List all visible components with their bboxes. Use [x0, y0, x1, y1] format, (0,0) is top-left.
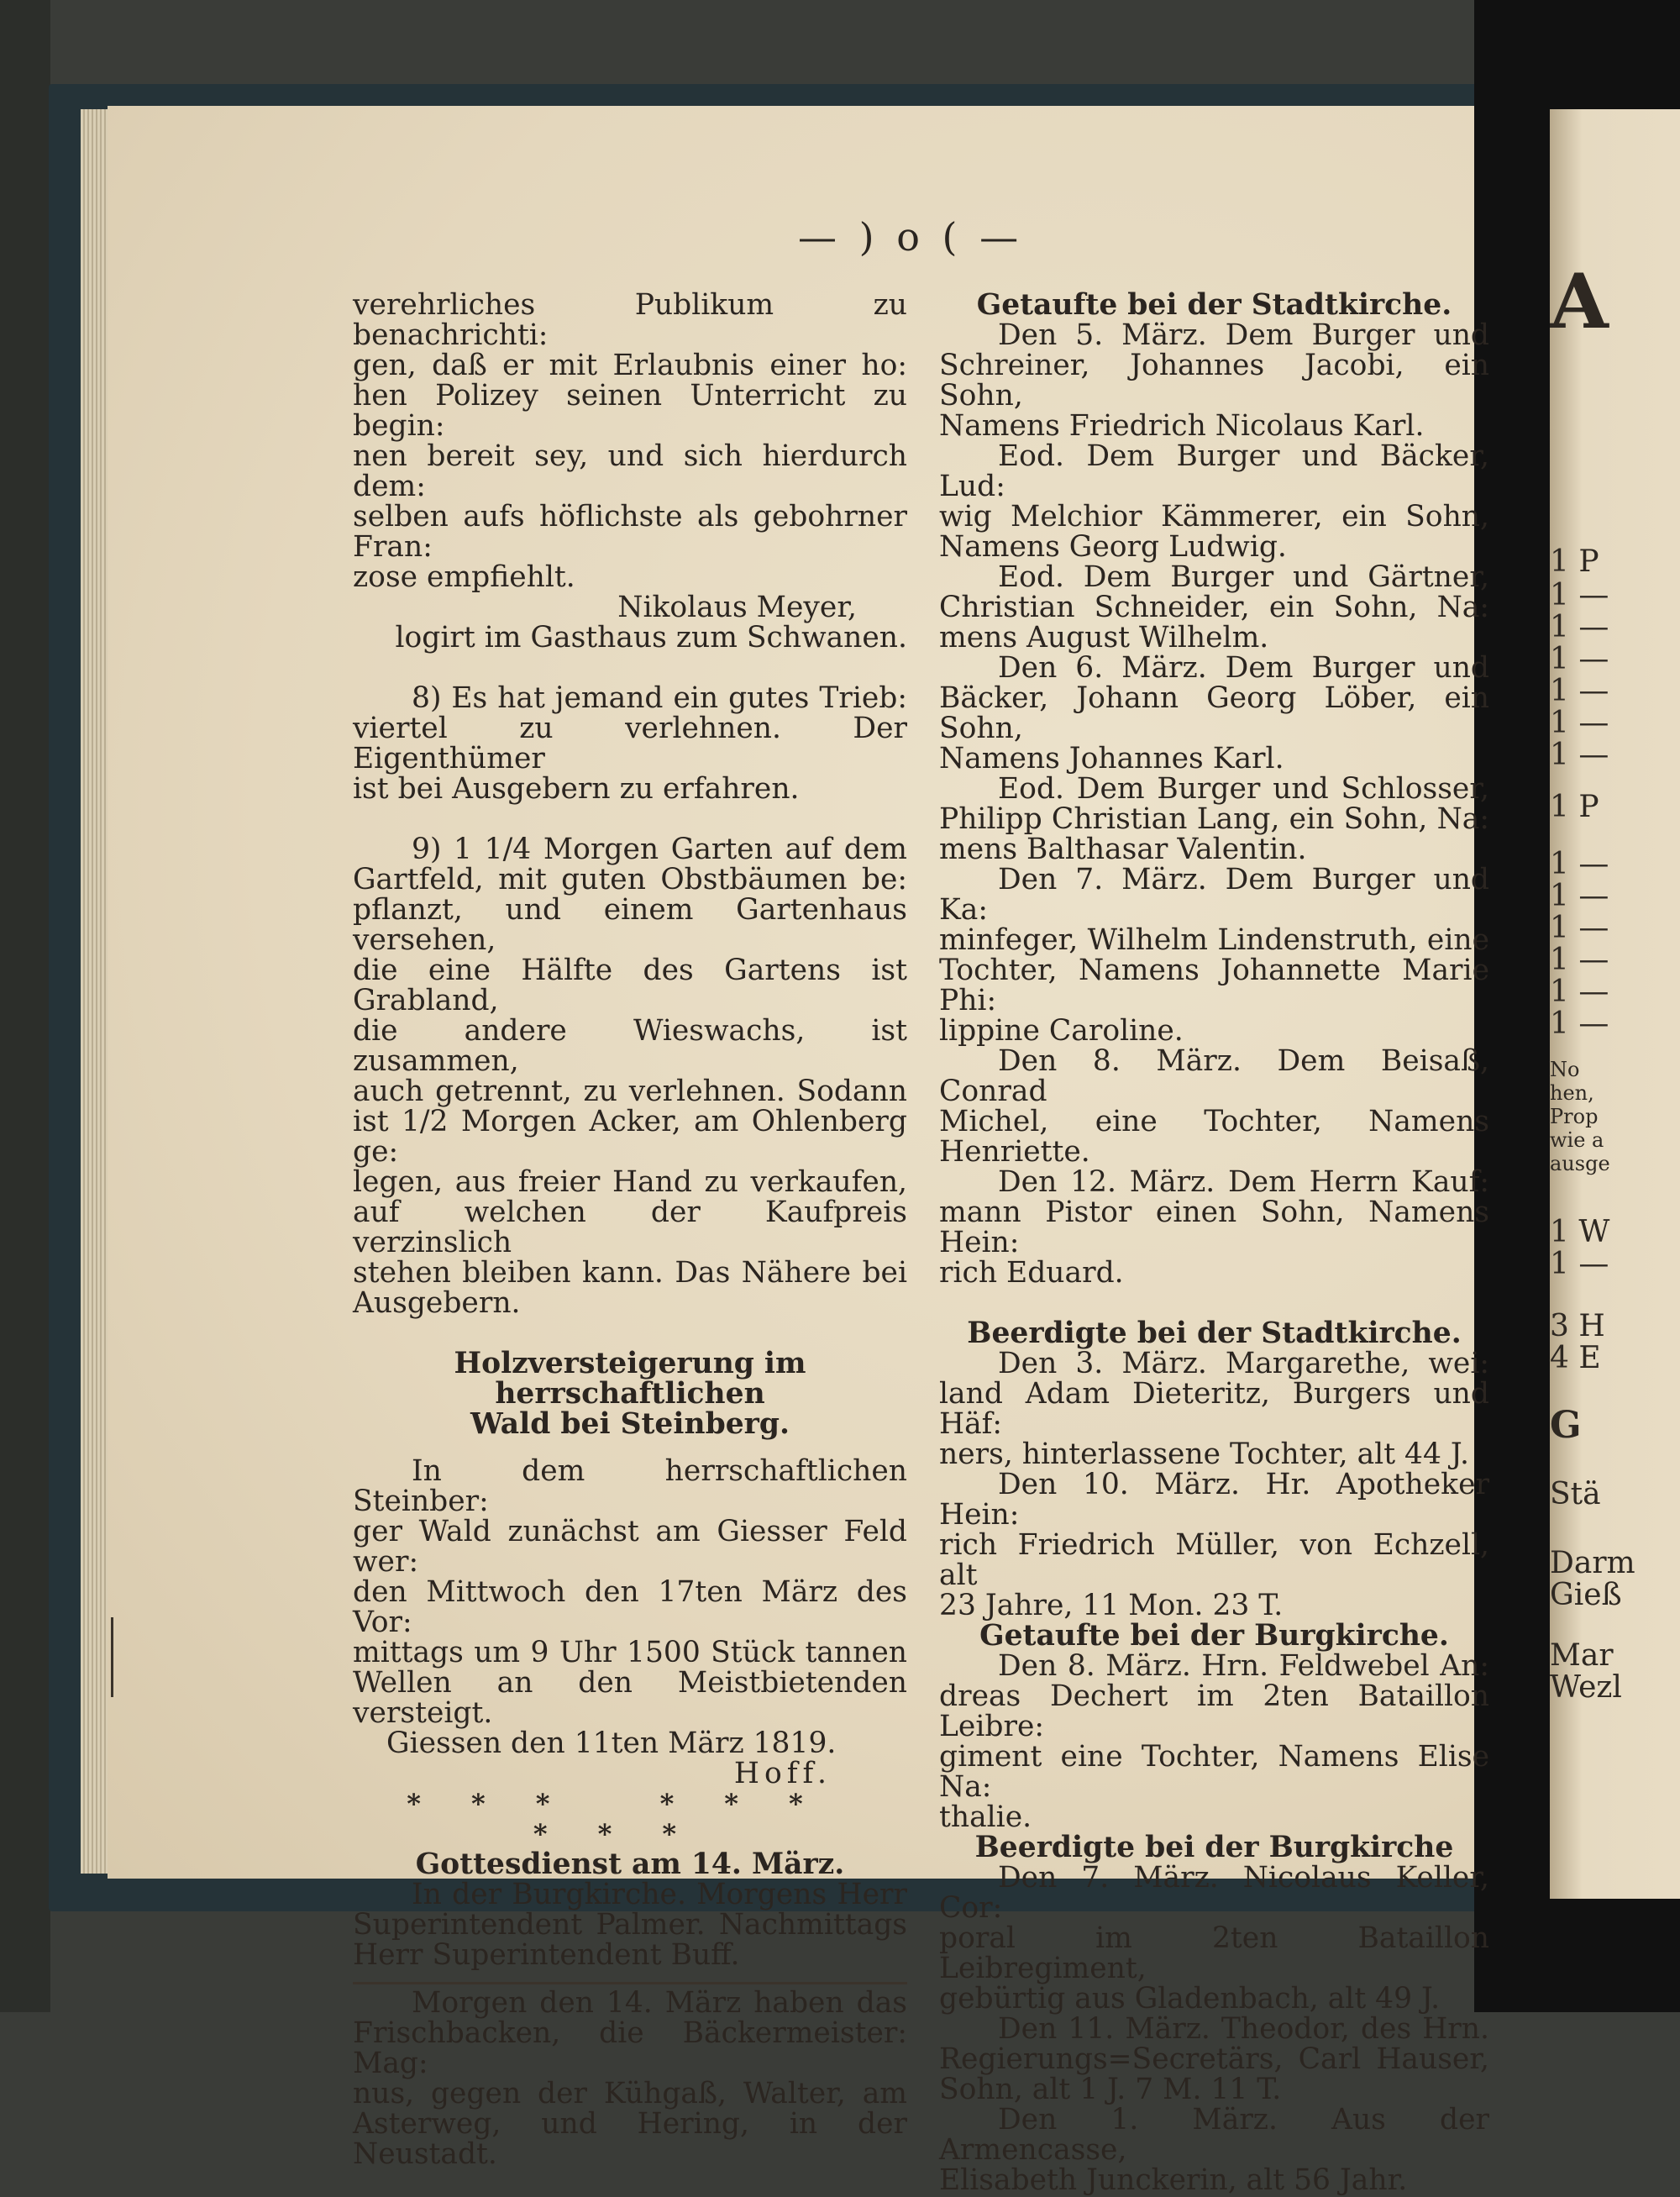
text-line: mens Balthasar Valentin.: [939, 833, 1307, 866]
text-line: auf welchen der Kaufpreis verzinslich: [353, 1196, 907, 1259]
section-heading: Holzversteigerung im herrschaftlichen: [454, 1347, 806, 1411]
facing-page-text: 1 —: [1550, 706, 1609, 740]
facing-page-text: No: [1550, 1058, 1580, 1081]
section-heading: Gottesdienst am 14. März.: [415, 1847, 845, 1881]
facing-page-text: 1 —: [1550, 610, 1609, 644]
text-line: Den 8. März. Hrn. Feldwebel An:: [998, 1649, 1489, 1683]
text-line: Den 7. März. Nicolaus Keller, Cor:: [939, 1861, 1489, 1925]
text-line: Ausgebern.: [353, 1286, 521, 1320]
text-line: land Adam Dieteritz, Burgers und Häf:: [939, 1377, 1489, 1441]
text-line: poral im 2ten Bataillon Leibregiment,: [939, 1921, 1489, 1985]
facing-page-initial: A: [1550, 257, 1609, 346]
facing-page-text: Mar: [1550, 1638, 1614, 1673]
facing-page-text: hen,: [1550, 1081, 1594, 1105]
text-line: Den 12. März. Dem Herrn Kauf:: [998, 1165, 1489, 1199]
text-line: Den 1. März. Aus der Armencasse,: [939, 2103, 1489, 2167]
text-line: Regierungs=Secretärs, Carl Hauser,: [939, 2042, 1489, 2076]
text-line: selben aufs höflichste als gebohrner Fran:: [353, 500, 907, 564]
text-line: ist bei Ausgebern zu erfahren.: [353, 772, 800, 806]
text-line: die eine Hälfte des Gartens ist Grabland,: [353, 954, 907, 1017]
text-line: ners, hinterlassene Tochter, alt 44 J.: [939, 1438, 1470, 1471]
signature-name: Nikolaus Meyer,: [617, 591, 857, 624]
page-number: — ) o ( —: [798, 214, 1024, 260]
text-line: Eod. Dem Burger und Bäcker, Lud:: [939, 439, 1489, 503]
facing-page-text: 1 P: [1550, 790, 1599, 824]
spacer: [353, 653, 907, 683]
text-line: zose empfiehlt.: [353, 560, 575, 594]
facing-page-text: ausge: [1550, 1152, 1610, 1175]
text-line: lippine Caroline.: [939, 1014, 1184, 1048]
text-line: Herr Superintendent Buff.: [353, 1938, 740, 1972]
text-line: Sohn, alt 1 J. 7 M. 11 T.: [939, 2073, 1282, 2106]
text-line: nen bereit sey, und sich hierdurch dem:: [353, 439, 907, 503]
facing-page-text: 1 —: [1550, 1007, 1609, 1041]
text-line: Namens Johannes Karl.: [939, 742, 1284, 775]
text-line: In dem herrschaftlichen Steinber:: [353, 1454, 907, 1518]
text-line: ger Wald zunächst am Giesser Feld wer:: [353, 1515, 907, 1579]
facing-page-text: 1 —: [1550, 975, 1609, 1009]
left-column: [353, 290, 907, 2169]
text-line: viertel zu verlehnen. Der Eigenthümer: [353, 712, 907, 775]
text-line: auch getrennt, zu verlehnen. Sodann: [353, 1075, 907, 1108]
spacer: [939, 1288, 1489, 1318]
section-heading: Beerdigte bei der Burgkirche: [974, 1831, 1454, 1864]
text-line: gebürtig aus Gladenbach, alt 49 J.: [939, 1982, 1441, 2016]
text-line: Michel, eine Tochter, Namens Henriette.: [939, 1105, 1489, 1169]
facing-page-text: 1 —: [1550, 738, 1609, 772]
text-line: Den 8. März. Dem Beisaß, Conrad: [939, 1044, 1489, 1108]
facing-page-text: 1 —: [1550, 578, 1609, 612]
text-line: dreas Dechert im 2ten Bataillon Leibre:: [939, 1679, 1489, 1743]
text-line: Eod. Dem Burger und Gärtner,: [998, 560, 1489, 594]
facing-page-text: wie a: [1550, 1128, 1604, 1152]
facing-page-text: Prop: [1550, 1105, 1599, 1128]
facing-page-text: 1 —: [1550, 1247, 1609, 1281]
text-line: die andere Wieswachs, ist zusammen,: [353, 1014, 907, 1078]
text-line: Philipp Christian Lang, ein Sohn, Na:: [939, 802, 1489, 836]
text-line: Bäcker, Johann Georg Löber, ein Sohn,: [939, 681, 1489, 745]
text-line: gen, daß er mit Erlaubnis einer ho:: [353, 349, 907, 382]
text-line: Den 11. März. Theodor, des Hrn.: [998, 2012, 1489, 2046]
text-line: mens August Wilhelm.: [939, 621, 1269, 654]
facing-page-text: 1 —: [1550, 879, 1609, 913]
text-line: ist 1/2 Morgen Acker, am Ohlenberg ge:: [353, 1105, 907, 1169]
facing-page-text: 1 —: [1550, 943, 1609, 977]
text-line: minfeger, Wilhelm Lindenstruth, eine: [939, 923, 1489, 957]
section-heading: Wald bei Steinberg.: [470, 1407, 790, 1441]
auction-signature: Hoff.: [733, 1757, 832, 1790]
text-line: Frischbacken, die Bäckermeister: Mag:: [353, 2016, 907, 2080]
text-line: legen, aus freier Hand zu verkaufen,: [353, 1165, 907, 1199]
spacer: [353, 1318, 907, 1348]
facing-page-text: 1 W: [1550, 1215, 1610, 1249]
text-line: Superintendent Palmer. Nachmittags: [353, 1908, 907, 1942]
text-line: Tochter, Namens Johannette Marie Phi:: [939, 954, 1489, 1017]
facing-page-text: 1 —: [1550, 847, 1609, 881]
text-line: thalie.: [939, 1800, 1032, 1834]
text-line: verehrliches Publikum zu benachrichti:: [353, 288, 907, 352]
facing-page-text: Wezl: [1550, 1670, 1622, 1705]
text-line: nus, gegen der Kühgaß, Walter, am: [353, 2077, 907, 2110]
scan-background-left: [0, 0, 50, 2012]
text-line: Wellen an den Meistbietenden versteigt.: [353, 1666, 907, 1730]
text-line: Giessen den 11ten März 1819.: [386, 1727, 837, 1760]
facing-page-text: Darm: [1550, 1546, 1635, 1580]
ornament-stars: *** *** ***: [407, 1788, 853, 1850]
text-line: Eod. Dem Burger und Schlosser,: [998, 772, 1489, 806]
text-line: Elisabeth Junckerin, alt 56 Jahr.: [939, 2163, 1408, 2197]
facing-page-text: G: [1550, 1404, 1582, 1447]
section-heading: Getaufte bei der Burgkirche.: [979, 1619, 1449, 1653]
facing-page-fragment: [1550, 109, 1680, 1899]
text-line: stehen bleiben kann. Das Nähere bei: [353, 1256, 907, 1290]
text-line: pflanzt, und einem Gartenhaus versehen,: [353, 893, 907, 957]
text-line: mittags um 9 Uhr 1500 Stück tannen: [353, 1636, 907, 1669]
section-heading: Beerdigte bei der Stadtkirche.: [967, 1317, 1462, 1350]
text-line: rich Eduard.: [939, 1256, 1124, 1290]
text-line: 9) 1 1/4 Morgen Garten auf dem: [412, 833, 907, 866]
text-line: den Mittwoch den 17ten März des Vor:: [353, 1575, 907, 1639]
signature-place: logirt im Gasthaus zum Schwanen.: [395, 621, 907, 654]
text-line: Den 3. März. Margarethe, wei:: [998, 1347, 1489, 1380]
text-line: Asterweg, und Hering, in der Neustadt.: [353, 2107, 907, 2171]
text-line: wig Melchior Kämmerer, ein Sohn,: [939, 500, 1489, 533]
margin-mark: [111, 1617, 113, 1697]
text-line: Den 5. März. Dem Burger und: [998, 318, 1489, 352]
text-line: 8) Es hat jemand ein gutes Trieb:: [412, 681, 907, 715]
facing-page-text: Stä: [1550, 1477, 1601, 1511]
text-line: Den 7. März. Dem Burger und Ka:: [939, 863, 1489, 927]
text-line: Morgen den 14. März haben das: [412, 1986, 907, 2020]
facing-page-text: 1 —: [1550, 911, 1609, 945]
section-heading: Getaufte bei der Stadtkirche.: [976, 288, 1452, 322]
facing-page-text: 3 H: [1550, 1309, 1605, 1343]
spacer: [353, 1439, 907, 1456]
facing-page-text: 1 P: [1550, 544, 1599, 579]
text-line: In der Burgkirche. Morgens Herr: [412, 1878, 907, 1911]
section-rule: [353, 1982, 907, 1984]
text-line: Schreiner, Johannes Jacobi, ein Sohn,: [939, 349, 1489, 413]
right-column: [939, 290, 1489, 2195]
text-line: Namens Friedrich Nicolaus Karl.: [939, 409, 1425, 443]
text-line: hen Polizey seinen Unterricht zu begin:: [353, 379, 907, 443]
text-line: giment eine Tochter, Namens Elise Na:: [939, 1740, 1489, 1804]
text-line: 23 Jahre, 11 Mon. 23 T.: [939, 1589, 1284, 1622]
facing-page-text: Gieß: [1550, 1578, 1622, 1612]
facing-page-text: 1 —: [1550, 642, 1609, 676]
text-line: Den 6. März. Dem Burger und: [998, 651, 1489, 685]
text-line: mann Pistor einen Sohn, Namens Hein:: [939, 1196, 1489, 1259]
text-line: Christian Schneider, ein Sohn, Na:: [939, 591, 1489, 624]
facing-page-text: 4 E: [1550, 1341, 1601, 1375]
text-line: Gartfeld, mit guten Obstbäumen be:: [353, 863, 907, 896]
spacer: [353, 804, 907, 834]
facing-page-text: 1 —: [1550, 674, 1609, 708]
text-line: Namens Georg Ludwig.: [939, 530, 1287, 564]
text-line: Den 10. März. Hr. Apotheker Hein:: [939, 1468, 1489, 1532]
text-line: rich Friedrich Müller, von Echzell, alt: [939, 1528, 1489, 1592]
